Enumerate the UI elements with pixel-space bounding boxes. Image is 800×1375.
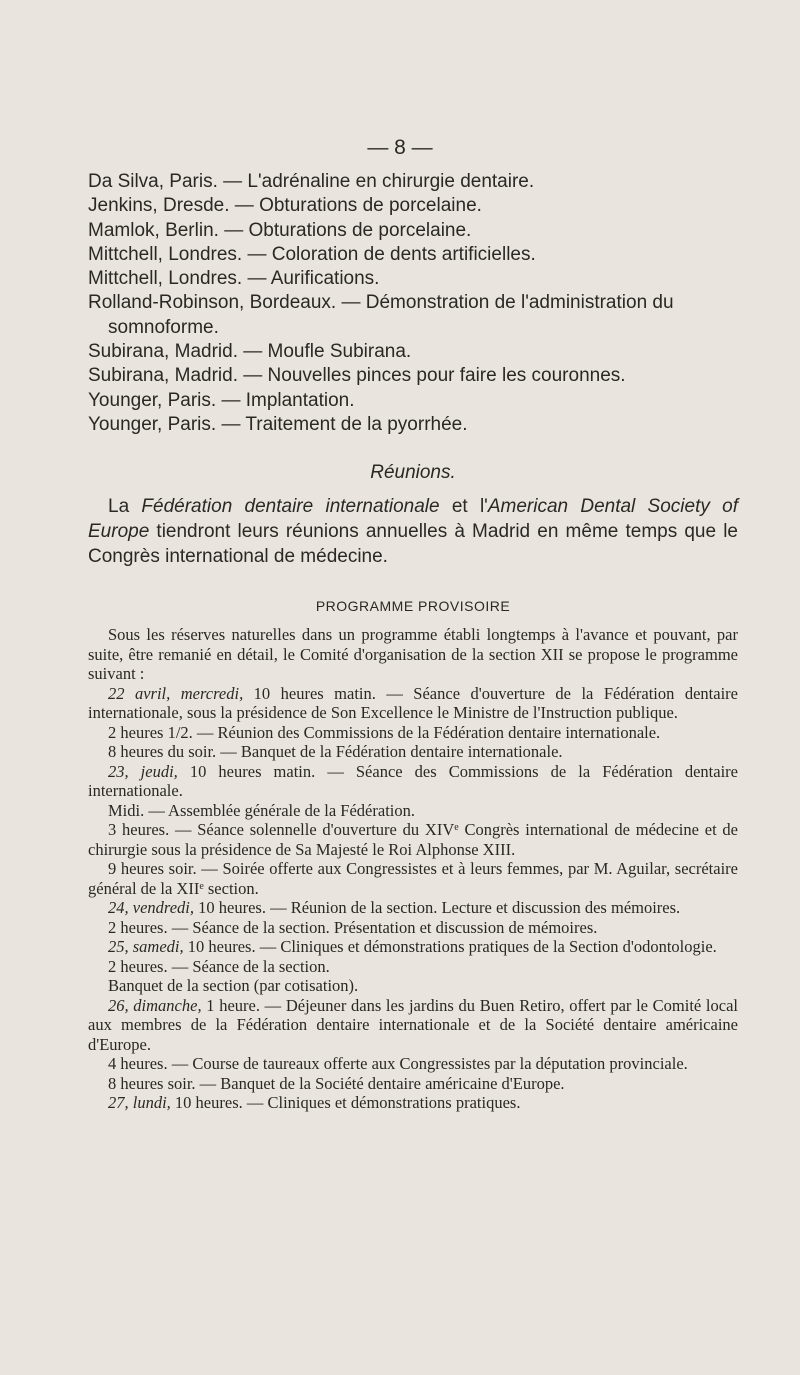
programme-intro: Sous les réserves naturelles dans un programme établi longtemps à l'avance et pouvant, par suite, être remanié en détail, le Comité d'organisation de la section XII se propose le programme suivant :: [88, 625, 738, 683]
programme-text: 10 heures matin. — Séance d'ouverture de la Fédération dentaire internationale, sous la présidence de Son Excellence le Ministre de l'Instruction publique.: [88, 683, 738, 722]
programme-date: 23, jeudi,: [108, 761, 178, 781]
org-name: Fédération dentaire internationale: [141, 496, 440, 517]
org-name: American Dental Society of Europe: [88, 496, 738, 542]
programme-item: [88, 801, 738, 821]
list-item: Younger, Paris. — Implantation.: [88, 389, 355, 411]
programme-text: Congrès international de médecine et de chirurgie sous la présidence de Sa Majesté le Roi Alphonse XIII.: [88, 820, 738, 859]
programme-item: [88, 957, 738, 977]
programme-item: [88, 1093, 738, 1113]
programme-text: 2 heures. — Séance de la section.: [108, 956, 330, 976]
programme-text: 10 heures matin. — Séance des Commissions de la Fédération dentaire internationale.: [88, 761, 738, 800]
programme-text: 10 heures. — Réunion de la section. Lecture et discussion des mémoires.: [194, 898, 681, 917]
list-item: Younger, Paris. — Traitement de la pyorrhée.: [88, 413, 468, 435]
programme-text: section.: [203, 878, 259, 898]
programme-text: 8 heures du soir. — Banquet de la Fédération dentaire internationale.: [108, 742, 563, 761]
text-run: La: [108, 496, 142, 517]
programme-text: 10 heures. — Cliniques et démonstrations pratiques de la Section d'odontologie.: [183, 937, 717, 956]
communication-list: [88, 170, 738, 437]
programme-date: 27, lundi,: [108, 1093, 171, 1112]
list-item: Rolland-Robinson, Bordeaux. — Démonstration de l'administration du somnoforme.: [88, 292, 674, 338]
programme-body: [88, 625, 738, 1113]
programme-date: 22 avril, mercredi,: [108, 683, 244, 703]
list-item: Mamlok, Berlin. — Obturations de porcelaine.: [88, 219, 472, 241]
programme-text: 4 heures. — Course de taureaux offerte aux Congressistes par la députation provinciale.: [108, 1054, 688, 1073]
programme-item: [88, 976, 738, 996]
programme-item: [88, 898, 738, 918]
ordinal-superscript: e: [199, 880, 204, 892]
programme-item: [88, 918, 738, 938]
programme-text: 2 heures. — Séance de la section. Présentation et discussion de mémoires.: [108, 917, 598, 937]
programme-item: [88, 1054, 738, 1074]
ordinal-superscript: e: [454, 822, 459, 833]
programme-item: [88, 937, 738, 957]
list-item: Da Silva, Paris. — L'adrénaline en chirurgie dentaire.: [88, 171, 535, 192]
programme-text: Midi. — Assemblée générale de la Fédération.: [108, 800, 415, 820]
programme-heading: PROGRAMME PROVISOIRE: [315, 598, 511, 614]
list-item: Mittchell, Londres. — Coloration de dents artificielles.: [88, 243, 536, 265]
programme-item: [88, 762, 738, 801]
list-item: Jenkins, Dresde. — Obturations de porcelaine.: [88, 195, 482, 217]
programme-item: [88, 996, 738, 1055]
programme-item: [88, 742, 738, 762]
programme-text: 8 heures soir. — Banquet de la Société dentaire américaine d'Europe.: [108, 1073, 565, 1093]
text-run: tiendront leurs réunions annuelles à Madrid en même temps que le Congrès international de médecine.: [88, 521, 738, 567]
section-heading-reunions: Réunions.: [370, 462, 456, 483]
list-item: Mittchell, Londres. — Aurifications.: [88, 268, 380, 290]
page-number: — 8 —: [367, 136, 433, 159]
programme-item: [88, 1074, 738, 1094]
reunions-paragraph: [88, 494, 738, 569]
programme-text: 2 heures 1/2. — Réunion des Commissions de la Fédération dentaire internationale.: [108, 722, 661, 742]
list-item: Subirana, Madrid. — Nouvelles pinces pour faire les couronnes.: [88, 365, 626, 387]
programme-text: 1 heure. — Déjeuner dans les jardins du Buen Retiro, offert par le Comité local aux membres de la Fédération dentaire internationale et de la Société dentaire américaine d'Europe.: [88, 995, 739, 1054]
programme-item: [88, 684, 738, 723]
programme-date: 25, samedi,: [108, 937, 184, 956]
programme-item: [88, 859, 738, 898]
programme-text: 3 heures. — Séance solennelle d'ouverture du XIV: [108, 820, 455, 839]
programme-date: 26, dimanche,: [108, 995, 202, 1015]
programme-text: 9 heures soir. — Soirée offerte aux Congressistes et à leurs femmes, par M. Aguilar, secrétaire général de la XII: [88, 859, 738, 898]
programme-item: [88, 820, 738, 859]
programme-date: 24, vendredi,: [108, 898, 194, 917]
text-run: et l': [439, 496, 488, 517]
programme-text: 10 heures. — Cliniques et démonstrations pratiques.: [170, 1093, 521, 1112]
programme-item: [88, 723, 738, 743]
list-item: Subirana, Madrid. — Moufle Subirana.: [88, 341, 412, 363]
programme-text: Banquet de la section (par cotisation).: [108, 976, 359, 995]
